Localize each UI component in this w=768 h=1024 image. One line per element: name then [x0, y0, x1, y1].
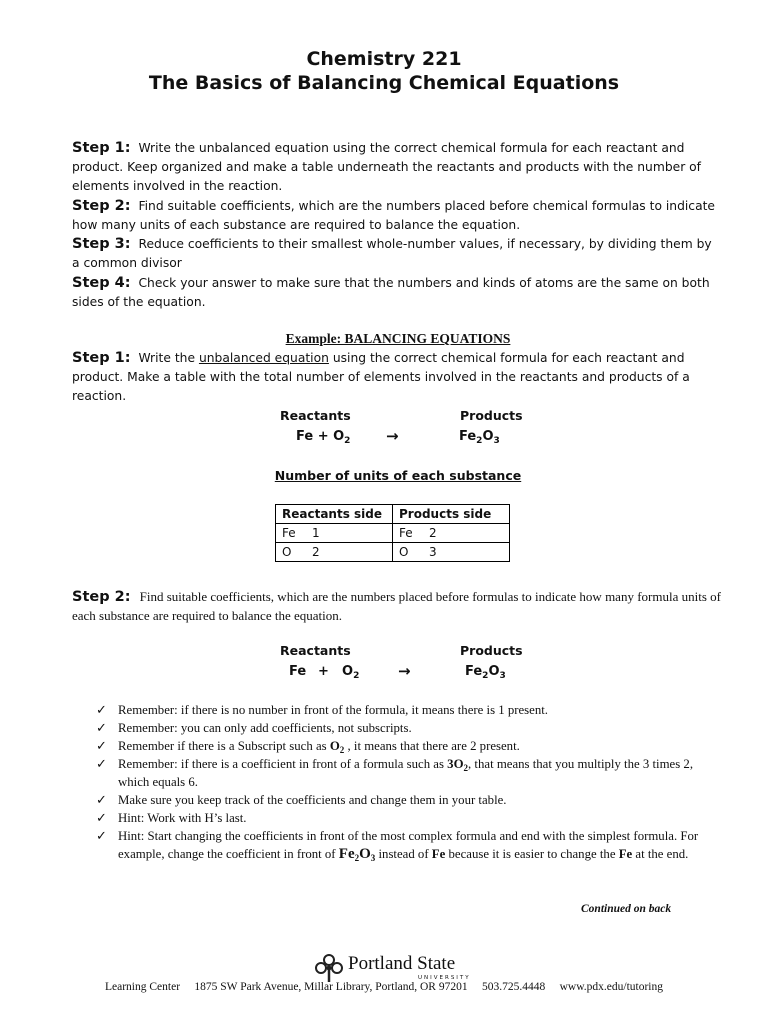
step-4-label: Step 4:	[72, 275, 131, 291]
tips-list	[96, 701, 726, 863]
table-cell-product	[393, 524, 510, 543]
list-item	[96, 719, 726, 737]
example-step-2-label: Step 2:	[72, 589, 131, 605]
example-step-1-label: Step 1:	[72, 350, 131, 366]
eq2-prod-o-sub: 3	[499, 671, 506, 681]
table-header-products: Products side	[393, 505, 510, 524]
units-table-title: Number of units of each substance	[274, 468, 522, 483]
tip-formula-sub: 3	[370, 853, 376, 863]
eq2-arrow: →	[398, 662, 411, 680]
tip-text: at the end.	[635, 847, 689, 861]
step-1-label: Step 1:	[72, 140, 131, 156]
list-item	[96, 737, 726, 755]
example-step-1-underlined: unbalanced equation	[198, 351, 329, 365]
eq1-reactants-formula	[296, 429, 350, 444]
example-step-1-post: using the correct chemical formula for each reactant and product. Make a table with the total number of elements involved in the reactants and products of a reaction.	[72, 351, 690, 403]
eq2-prod-fe: Fe	[465, 664, 483, 679]
tip-text: Remember: you can only add coefficients, not subscripts.	[118, 721, 412, 735]
units-table	[275, 504, 510, 562]
check-icon: ✓	[96, 792, 107, 807]
step-1-text: Write the unbalanced equation using the correct chemical formula for each reactant and product. Keep organized and make a table underneath the reactants and products with the number of elements involved in the reaction.	[72, 141, 702, 193]
example-step-2-text: Find suitable coefficients, which are the numbers placed before formulas to indicate how many formula units of each substance are required to balance the equation.	[72, 589, 721, 623]
tip-text: Remember: if there is a coefficient in front of a formula such as	[118, 757, 444, 771]
page-title: The Basics of Balancing Chemical Equations	[148, 72, 620, 94]
cell-element: O	[282, 545, 292, 559]
tip-text: Remember: if there is no number in front of the formula, it means there is 1 present.	[118, 703, 548, 717]
cell-count: 2	[429, 526, 437, 540]
eq2-prod-o: O	[488, 664, 500, 679]
eq1-prod-fe-sub: 2	[476, 436, 483, 446]
step-3-text: Reduce coefficients to their smallest whole-number values, if necessary, by dividing them by a common divisor	[72, 237, 712, 270]
check-icon: ✓	[96, 720, 107, 735]
tip-text: because it is easier to change the	[448, 847, 616, 861]
footer-web[interactable]: www.pdx.edu/tutoring	[559, 981, 663, 993]
example-step-1-paragraph	[72, 349, 722, 406]
tip-formula-sub: 2	[339, 745, 345, 755]
tip-formula-sub: 2	[354, 853, 360, 863]
tip-formula-sub: 2	[463, 763, 469, 773]
eq2-o-sub: 2	[353, 671, 360, 681]
eq1-products-label: Products	[460, 408, 523, 423]
step-3-label: Step 3:	[72, 236, 131, 252]
course-title: Chemistry 221	[306, 48, 462, 70]
table-row	[276, 543, 510, 562]
tip-formula: O	[359, 846, 371, 862]
footer-address: 1875 SW Park Avenue, Millar Library, Portland, OR 97201	[194, 981, 468, 993]
tip-text: instead of	[378, 847, 429, 861]
table-header-row	[276, 505, 510, 524]
eq2-products-label: Products	[460, 643, 523, 658]
table-cell-reactant	[276, 543, 393, 562]
example-heading: Example: BALANCING EQUATIONS	[285, 331, 511, 346]
list-item	[96, 827, 726, 863]
step-4-paragraph	[72, 274, 722, 312]
logo-name: Portland State	[348, 953, 456, 974]
continued-note: Continued on back	[581, 903, 672, 915]
eq2-o: O	[342, 664, 354, 679]
tip-text: Hint: Work with H’s last.	[118, 811, 247, 825]
example-step-2-paragraph	[72, 587, 722, 624]
eq1-products-formula	[459, 429, 500, 444]
eq2-prod-fe-sub: 2	[482, 671, 489, 681]
list-item	[96, 755, 726, 791]
list-item	[96, 701, 726, 719]
tip-text: Remember if there is a Subscript such as	[118, 739, 327, 753]
footer	[0, 981, 768, 993]
table-cell-product	[393, 543, 510, 562]
tip-text: , it means that there are 2 present.	[347, 739, 520, 753]
tip-text: , that means that you multiply the 3 times 2, which equals 6.	[118, 757, 694, 789]
tip-formula: 3O	[447, 757, 464, 771]
check-icon: ✓	[96, 702, 107, 717]
eq1-o-sub: 2	[344, 436, 351, 446]
example-step-1-pre: Write the	[138, 351, 196, 365]
tip-formula: Fe	[338, 846, 355, 862]
tip-formula: Fe	[618, 847, 633, 861]
step-4-text: Check your answer to make sure that the numbers and kinds of atoms are the same on both sides of the equation.	[72, 276, 710, 309]
logo-subtitle: UNIVERSITY	[418, 975, 471, 981]
list-item	[96, 791, 726, 809]
cell-element: O	[399, 545, 409, 559]
tip-text: Make sure you keep track of the coefficients and change them in your table.	[118, 793, 507, 807]
step-2-label: Step 2:	[72, 198, 131, 214]
check-icon: ✓	[96, 828, 107, 843]
cell-element: Fe	[282, 526, 296, 540]
eq2-fe: Fe	[289, 664, 307, 679]
step-1-paragraph	[72, 139, 722, 196]
tip-formula: O	[329, 739, 340, 753]
eq2-o2	[342, 664, 359, 679]
step-2-paragraph	[72, 197, 722, 235]
eq2-products-formula	[465, 664, 506, 679]
eq1-arrow: →	[386, 427, 399, 445]
eq2-plus: +	[318, 664, 329, 679]
check-icon: ✓	[96, 810, 107, 825]
step-2-text: Find suitable coefficients, which are the numbers placed before chemical formulas to indicate how many units of each substance are required to balance the equation.	[72, 199, 715, 232]
footer-center: Learning Center	[104, 981, 181, 993]
tip-text: Hint: Start changing the coefficients in front of the most complex formula and end with the simplest formula. For example, change the coefficient in front of	[118, 829, 699, 861]
list-item	[96, 809, 726, 827]
eq2-reactants-label: Reactants	[280, 643, 351, 658]
step-3-paragraph	[72, 235, 722, 273]
table-header-reactants: Reactants side	[276, 505, 393, 524]
cell-count: 3	[429, 545, 437, 559]
eq1-prod-o: O	[482, 429, 494, 444]
psu-logo-icon	[314, 953, 344, 983]
eq1-reactants-label: Reactants	[280, 408, 351, 423]
table-row	[276, 524, 510, 543]
cell-element: Fe	[399, 526, 413, 540]
footer-phone: 503.725.4448	[481, 981, 546, 993]
tip-formula: Fe	[431, 847, 446, 861]
table-cell-reactant	[276, 524, 393, 543]
cell-count: 2	[312, 545, 320, 559]
cell-count: 1	[312, 526, 320, 540]
eq1-prod-fe: Fe	[459, 429, 477, 444]
check-icon: ✓	[96, 756, 107, 771]
eq1-reactants-text: Fe + O	[296, 429, 345, 444]
check-icon: ✓	[96, 738, 107, 753]
eq1-prod-o-sub: 3	[493, 436, 500, 446]
